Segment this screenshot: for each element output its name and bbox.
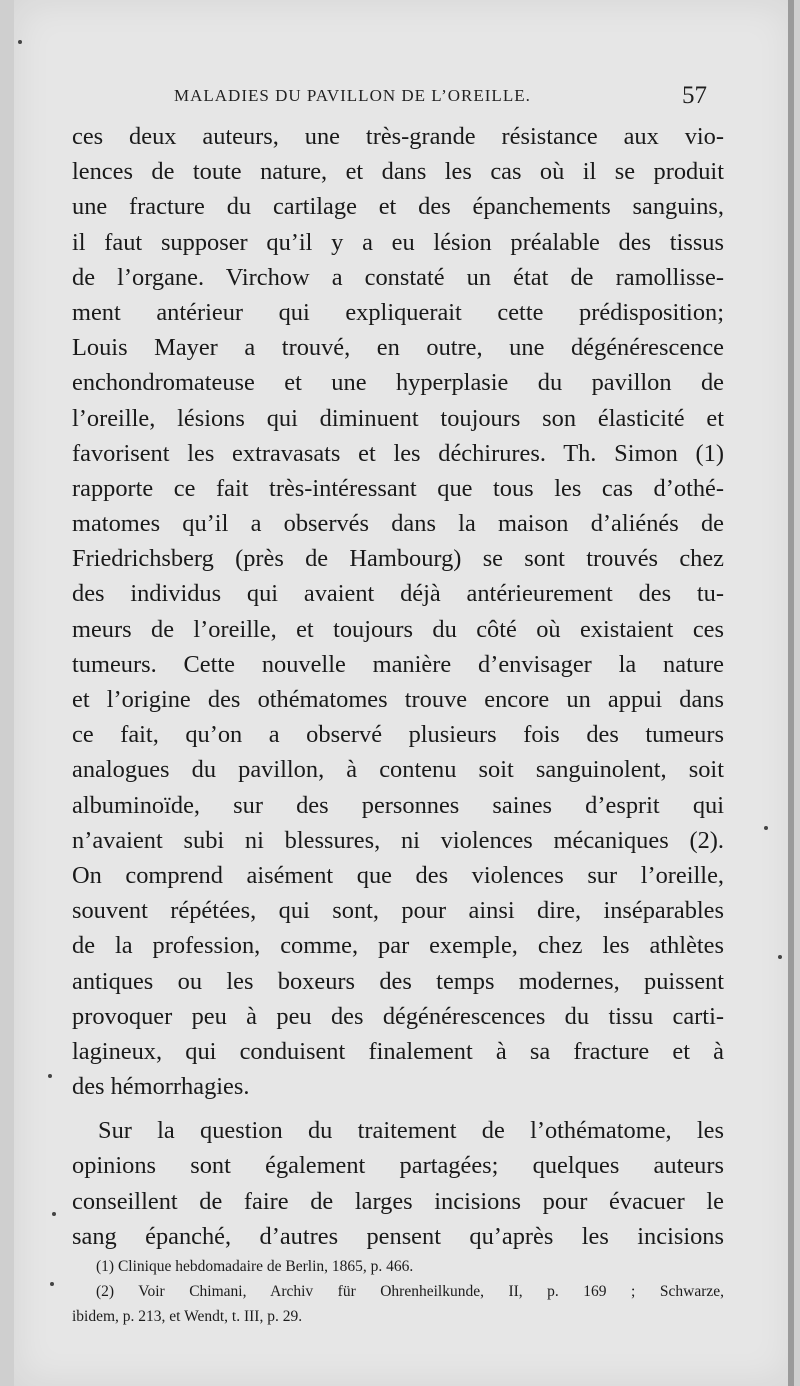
text-line: il faut supposer qu’il y a eu lésion préalable des tissus xyxy=(72,228,724,256)
text-line: antiques ou les boxeurs des temps modernes, puissent xyxy=(72,967,724,995)
text-line: matomes qu’il a observés dans la maison d’aliénés de xyxy=(72,510,724,538)
paragraph-gap xyxy=(72,1104,724,1113)
print-speck xyxy=(778,955,782,959)
text-line: lences de toute nature, et dans les cas où il se produit xyxy=(72,158,724,186)
text-line: rapporte ce fait très-intéressant que tous les cas d’othé- xyxy=(72,474,724,502)
text-line: ment antérieur qui expliquerait cette prédisposition; xyxy=(72,298,724,326)
page-header xyxy=(14,82,794,112)
text-line: meurs de l’oreille, et toujours du côté où existaient ces xyxy=(72,615,724,643)
main-text xyxy=(72,119,724,1254)
text-line: et l’origine des othématomes trouve encore un appui dans xyxy=(72,686,724,713)
text-line: ces deux auteurs, une très-grande résistance aux vio- xyxy=(72,123,724,150)
footnotes xyxy=(72,1254,724,1329)
text-line: albuminoïde, sur des personnes saines d’esprit qui xyxy=(72,791,724,819)
text-line: de l’organe. Virchow a constaté un état de ramollisse- xyxy=(72,263,724,291)
text-line: de la profession, comme, par exemple, chez les athlètes xyxy=(72,932,724,960)
text-line: Friedrichsberg (près de Hambourg) se sont trouvés chez xyxy=(72,545,724,573)
footnote-2-continued: ibidem, p. 213, et Wendt, t. III, p. 29. xyxy=(72,1308,303,1325)
print-speck xyxy=(18,40,22,44)
book-page xyxy=(14,0,794,1386)
text-line: analogues du pavillon, à contenu soit sanguinolent, soit xyxy=(72,756,724,784)
text-line: n’avaient subi ni blessures, ni violences mécaniques (2). xyxy=(72,826,724,854)
text-line: On comprend aisément que des violences sur l’oreille, xyxy=(72,861,724,889)
footnote-1: (1) Clinique hebdomadaire de Berlin, 1865, p. 466. xyxy=(96,1258,414,1275)
print-speck xyxy=(50,1282,54,1286)
text-line: des individus qui avaient déjà antérieurement des tu- xyxy=(72,580,724,608)
text-line: provoquer peu à peu des dégénérescences du tissu carti- xyxy=(72,1002,724,1030)
running-title: MALADIES DU PAVILLON DE L’OREILLE. xyxy=(174,86,531,105)
text-line: souvent répétées, qui sont, pour ainsi dire, inséparables xyxy=(72,897,724,925)
text-line: enchondromateuse et une hyperplasie du pavillon de xyxy=(72,369,724,397)
print-speck xyxy=(764,826,768,830)
page-edge-shadow xyxy=(788,0,794,1386)
text-line: sang épanché, d’autres pensent qu’après les incisions xyxy=(72,1222,724,1250)
text-line: ce fait, qu’on a observé plusieurs fois des tumeurs xyxy=(72,721,724,749)
paragraph-1 xyxy=(72,119,724,1104)
text-line: tumeurs. Cette nouvelle manière d’envisager la nature xyxy=(72,650,724,678)
print-speck xyxy=(52,1212,56,1216)
print-speck xyxy=(48,1074,52,1078)
text-line: Louis Mayer a trouvé, en outre, une dégénérescence xyxy=(72,334,724,362)
text-line: lagineux, qui conduisent finalement à sa fracture et à xyxy=(72,1037,724,1065)
page-number: 57 xyxy=(682,82,707,109)
text-line: des hémorrhagies. xyxy=(72,1073,250,1101)
text-line: l’oreille, lésions qui diminuent toujours son élasticité et xyxy=(72,404,724,432)
text-line: favorisent les extravasats et les déchirures. Th. Simon (1) xyxy=(72,439,724,467)
paragraph-2 xyxy=(72,1113,724,1254)
text-line: conseillent de faire de larges incisions pour évacuer le xyxy=(72,1187,724,1215)
text-line: Sur la question du traitement de l’othématome, les xyxy=(98,1117,724,1145)
text-line: opinions sont également partagées; quelques auteurs xyxy=(72,1152,724,1180)
text-line: une fracture du cartilage et des épanchements sanguins, xyxy=(72,193,724,221)
footnote-2: (2) Voir Chimani, Archiv für Ohrenheilkunde, II, p. 169 ; Schwarze, xyxy=(96,1283,724,1300)
